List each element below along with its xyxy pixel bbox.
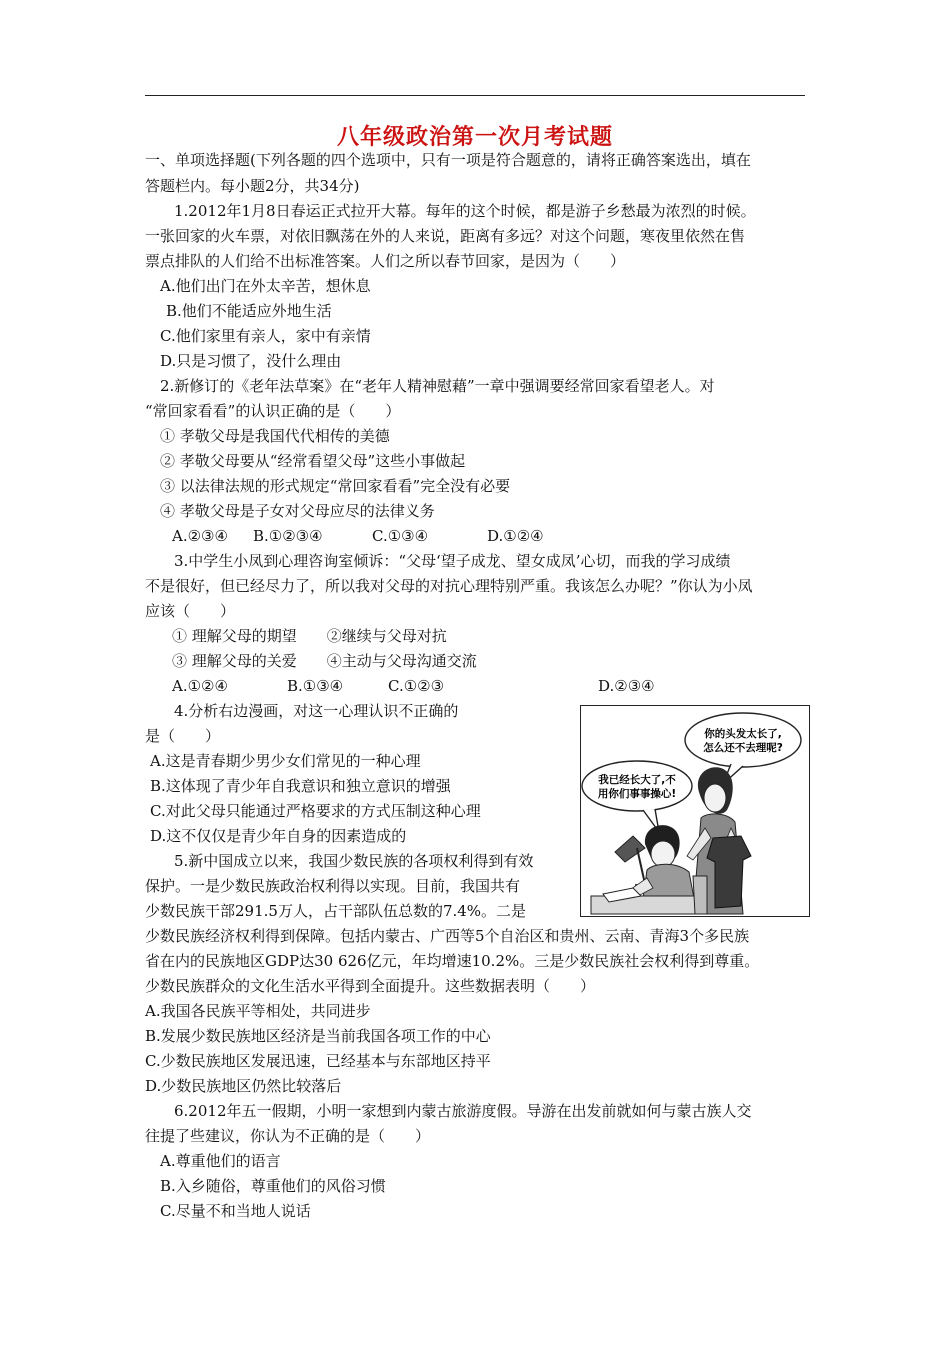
q1-stem-cont: 票点排队的人们给不出标准答案。人们之所以春节回家，是因为（ ） <box>145 252 626 270</box>
q4-stem-cont: 是（ ） <box>145 727 221 745</box>
q2-statement-3: ③ 以法律法规的形式规定“常回家看看”完全没有必要 <box>160 477 511 495</box>
q3-stem-cont: 不是很好，但已经尽力了，所以我对父母的对抗心理特别严重。我该怎么办呢？”你认为小凤 <box>145 577 753 595</box>
q4-stem: 4.分析右边漫画，对这一心理认识不正确的 <box>174 702 459 720</box>
q1-option-a: A.他们出门在外太辛苦，想休息 <box>160 277 371 295</box>
q4-option-d: D.这不仅仅是青少年自身的因素造成的 <box>150 827 407 845</box>
cartoon-drawing <box>581 706 809 916</box>
q5-stem-cont: 省在内的民族地区GDP达30 626亿元，年均增速10.2%。三是少数民族社会权利得到尊重。 <box>145 952 760 970</box>
q3-option-d: D.②③④ <box>598 677 655 695</box>
q3-option-c: C.①②③ <box>388 677 445 695</box>
page-title: 八年级政治第一次月考试题 <box>336 125 613 150</box>
chair <box>693 876 707 914</box>
q3-stem: 3.中学生小凤到心理咨询室倾诉：“父母‘望子成龙、望女成凤’心切，而我的学习成绩 <box>174 552 731 570</box>
q6-stem-cont: 往提了些建议，你认为不正确的是（ ） <box>145 1127 431 1145</box>
q1-option-d: D.只是习惯了，没什么理由 <box>160 352 342 370</box>
q3-option-a: A.①②④ <box>172 677 228 695</box>
mother-bubble-text-1: 你的头发太长了, <box>704 728 782 740</box>
q6-option-b: B.入乡随俗，尊重他们的风俗习惯 <box>160 1177 386 1195</box>
mother-speech-bubble <box>685 713 801 767</box>
q4-option-b: B.这体现了青少年自我意识和独立意识的增强 <box>150 777 451 795</box>
q2-option-c: C.①③④ <box>372 527 429 545</box>
section-instruction: 一、单项选择题(下列各题的四个选项中，只有一项是符合题意的，请将正确答案选出，填在 <box>145 151 751 169</box>
mother-bubble-text-2: 怎么还不去理呢? <box>703 742 783 754</box>
son-bubble-text-1: 我已经长大了,不 <box>598 774 676 786</box>
q2-option-d: D.①②④ <box>487 527 544 545</box>
q1-option-b: B.他们不能适应外地生活 <box>166 302 332 320</box>
q5-stem: 5.新中国成立以来，我国少数民族的各项权利得到有效 <box>174 852 534 870</box>
cartoon-illustration <box>580 705 810 917</box>
header-rule <box>145 95 805 96</box>
q5-option-b: B.发展少数民族地区经济是当前我国各项工作的中心 <box>145 1027 491 1045</box>
q2-stem-cont: “常回家看看”的认识正确的是（ ） <box>145 402 401 420</box>
q5-option-c: C.少数民族地区发展迅速，已经基本与东部地区持平 <box>145 1052 491 1070</box>
q6-option-a: A.尊重他们的语言 <box>160 1152 281 1170</box>
q2-stem: 2.新修订的《老年法草案》在“老年人精神慰藉”一章中强调要经常回家看望老人。对 <box>160 377 715 395</box>
q4-option-a: A.这是青春期少男少女们常见的一种心理 <box>150 752 421 770</box>
q6-option-c: C.尽量不和当地人说话 <box>160 1202 311 1220</box>
q2-option-b: B.①②③④ <box>253 527 323 545</box>
q3-statements-1: ① 理解父母的期望 ②继续与父母对抗 <box>172 627 447 645</box>
q5-option-d: D.少数民族地区仍然比较落后 <box>145 1077 342 1095</box>
q2-option-a: A.②③④ <box>172 527 228 545</box>
q3-option-b: B.①③④ <box>287 677 344 695</box>
q5-option-a: A.我国各民族平等相处，共同进步 <box>145 1002 371 1020</box>
q4-option-c: C.对此父母只能通过严格要求的方式压制这种心理 <box>150 802 481 820</box>
q1-stem: 1.2012年1月8日春运正式拉开大幕。每年的这个时候，都是游子乡愁最为浓烈的时候。 <box>174 202 756 220</box>
q3-statements-2: ③ 理解父母的关爱 ④主动与父母沟通交流 <box>172 652 477 670</box>
section-instruction-cont: 答题栏内。每小题2分，共34分) <box>145 177 360 195</box>
q5-stem-cont: 少数民族经济权利得到保障。包括内蒙古、广西等5个自治区和贵州、云南、青海3个多民族 <box>145 927 750 945</box>
q3-stem-cont: 应该（ ） <box>145 602 236 620</box>
q2-statement-1: ① 孝敬父母是我国代代相传的美德 <box>160 427 390 445</box>
q5-stem-cont: 少数民族群众的文化生活水平得到全面提升。这些数据表明（ ） <box>145 977 596 995</box>
q2-statement-2: ② 孝敬父母要从“经常看望父母”这些小事做起 <box>160 452 466 470</box>
q6-stem: 6.2012年五一假期，小明一家想到内蒙古旅游度假。导游在出发前就如何与蒙古族人交 <box>174 1102 752 1120</box>
q5-stem-cont: 保护。一是少数民族政治权利得以实现。目前，我国共有 <box>145 877 521 895</box>
q2-statement-4: ④ 孝敬父母是子女对父母应尽的法律义务 <box>160 502 435 520</box>
q1-stem-cont: 一张回家的火车票，对依旧飘荡在外的人来说，距离有多远？对这个问题，寒夜里依然在售 <box>145 227 746 245</box>
q5-stem-cont: 少数民族干部291.5万人，占干部队伍总数的7.4%。二是 <box>145 902 527 920</box>
son-bubble-text-2: 用你们事事操心! <box>597 788 677 800</box>
q1-option-c: C.他们家里有亲人，家中有亲情 <box>160 327 371 345</box>
son-speech-bubble <box>582 761 692 811</box>
